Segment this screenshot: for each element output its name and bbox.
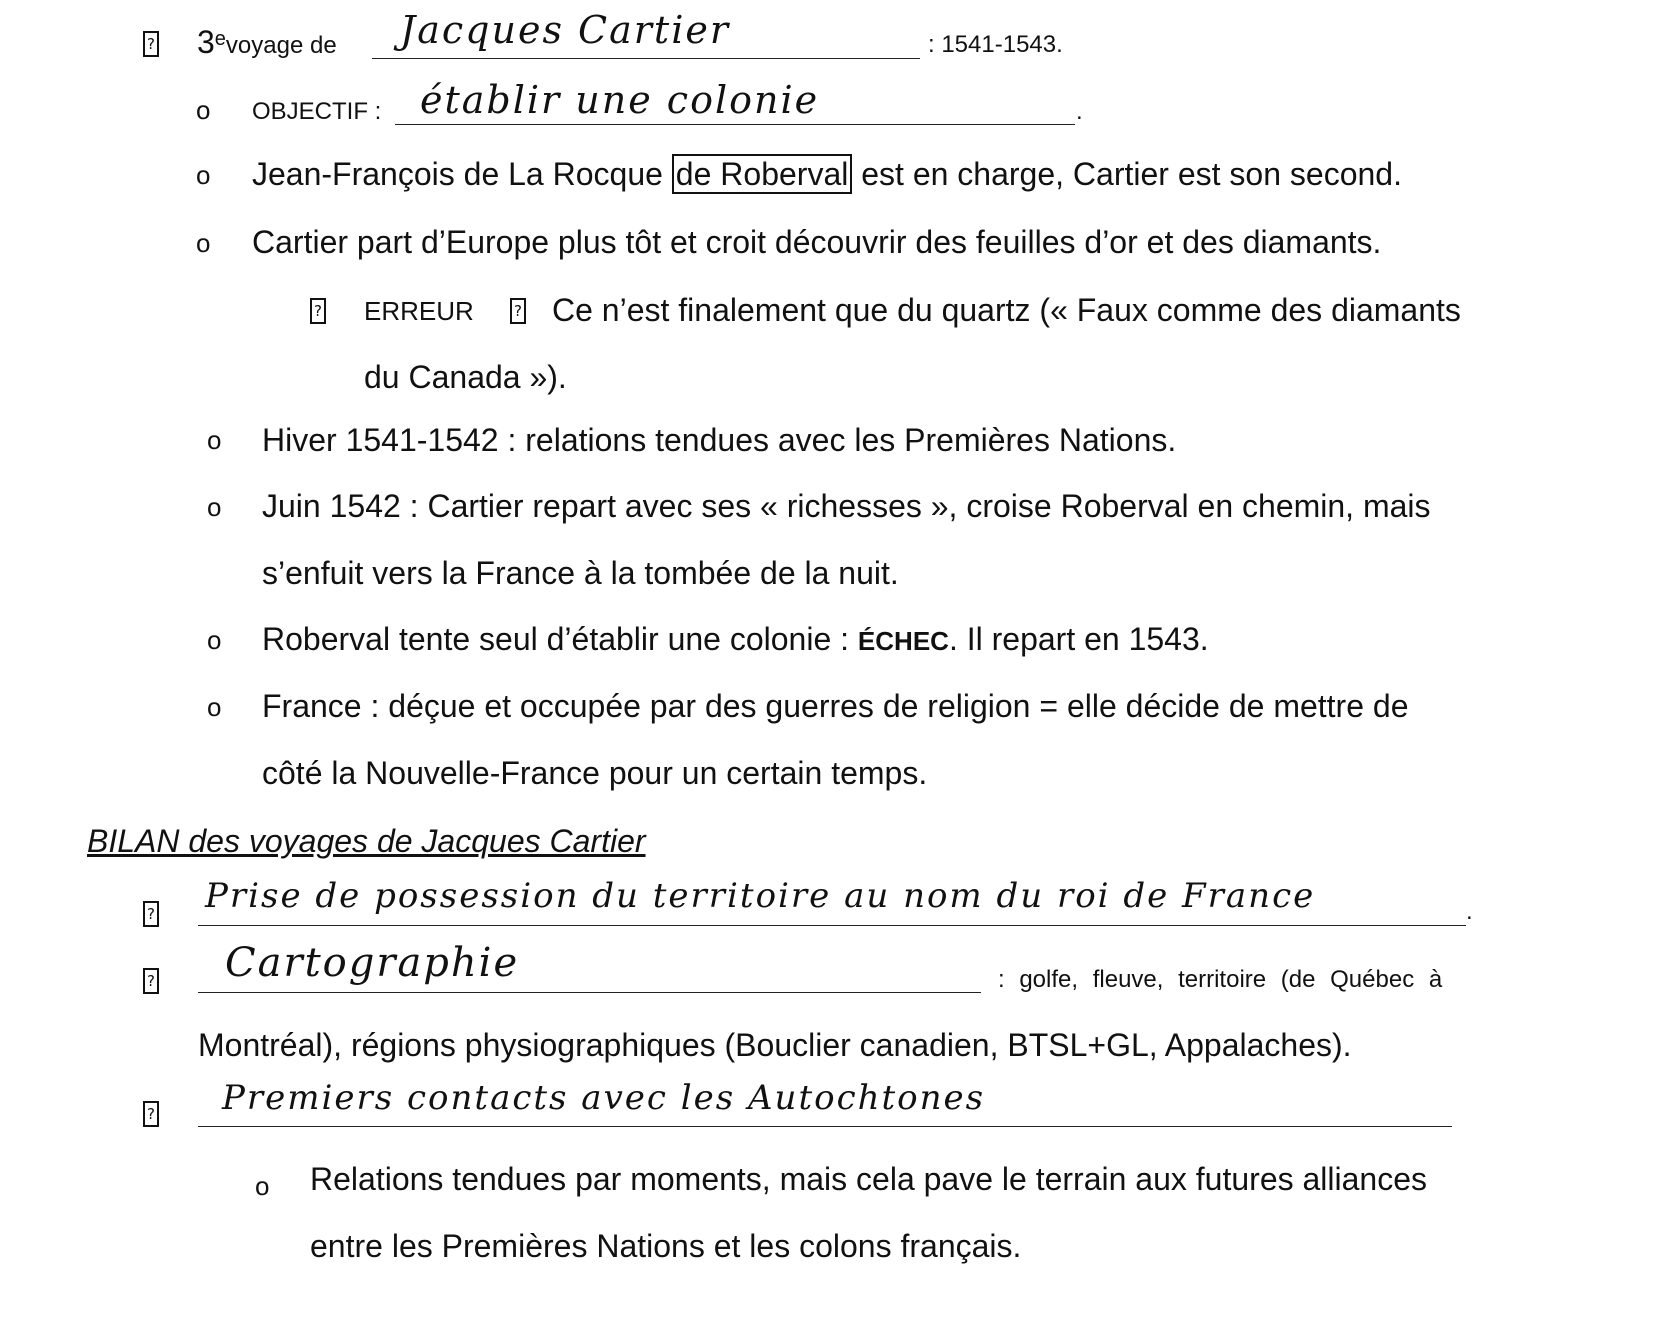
answer-line <box>395 124 1075 125</box>
handwritten-answer: Premiers contacts avec les Autochtones <box>222 1078 986 1118</box>
bilan-heading: BILAN des voyages de Jacques Cartier <box>87 823 646 859</box>
echec-line: Roberval tente seul d’établir une colonie : ÉCHEC. Il repart en 1543. <box>262 621 1209 657</box>
checkbox-icon: ? <box>143 968 159 994</box>
bullet: o <box>207 692 222 722</box>
bullet: o <box>207 425 222 455</box>
voyage-title: 3evoyage de <box>197 24 337 60</box>
item1-end: . <box>1466 898 1473 925</box>
bullet: o <box>196 160 211 190</box>
erreur-text: Ce n’est finalement que du quartz (« Faux comme des diamants <box>552 292 1461 328</box>
europe-line: Cartier part d’Europe plus tôt et croit découvrir des feuilles d’or et des diamants. <box>252 224 1382 260</box>
handwritten-answer: Cartographie <box>225 940 520 986</box>
erreur-text-2: du Canada »). <box>364 359 567 395</box>
relations-line-2: entre les Premières Nations et les colons français. <box>310 1228 1022 1264</box>
checkbox-icon: ? <box>310 298 326 324</box>
juin-line-2: s’enfuit vers la France à la tombée de la nuit. <box>262 555 899 591</box>
roberval-boxed: de Roberval <box>672 154 853 194</box>
answer-line <box>198 925 1466 926</box>
checkbox-icon: ? <box>143 31 159 57</box>
france-line-2: côté la Nouvelle-France pour un certain temps. <box>262 755 928 791</box>
bullet: o <box>255 1171 270 1201</box>
objectif-end: . <box>1076 98 1083 125</box>
hiver-line: Hiver 1541-1542 : relations tendues avec les Premières Nations. <box>262 422 1177 458</box>
voyage-dates: : 1541-1543. <box>928 31 1063 58</box>
checkbox-icon: ? <box>143 1101 159 1127</box>
erreur-label: ERREUR <box>364 296 474 326</box>
bullet: o <box>196 228 211 258</box>
objectif-label: OBJECTIF : <box>252 98 382 125</box>
arrow-icon: ? <box>510 298 526 324</box>
bullet: o <box>207 492 222 522</box>
france-line: France : déçue et occupée par des guerres de religion = elle décide de mettre de <box>262 688 1409 724</box>
item2-text: : golfe, fleuve, territoire (de Québec à <box>998 966 1443 993</box>
relations-line: Relations tendues par moments, mais cela pave le terrain aux futures alliances <box>310 1161 1428 1197</box>
juin-line: Juin 1542 : Cartier repart avec ses « richesses », croise Roberval en chemin, mais <box>262 488 1431 524</box>
answer-line <box>372 58 920 59</box>
answer-line <box>198 1126 1452 1127</box>
handwritten-answer: Prise de possession du territoire au nom du roi de France <box>205 876 1316 916</box>
handwritten-answer: établir une colonie <box>420 78 820 122</box>
bullet: o <box>207 625 222 655</box>
item2-text-2: Montréal), régions physiographiques (Bouclier canadien, BTSL+GL, Appalaches). <box>198 1027 1352 1063</box>
answer-line <box>198 992 981 993</box>
roberval-line: Jean-François de La Rocque de Roberval est en charge, Cartier est son second. <box>252 156 1402 192</box>
checkbox-icon: ? <box>143 901 159 927</box>
handwritten-answer: Jacques Cartier <box>400 8 731 52</box>
bullet: o <box>196 95 211 125</box>
